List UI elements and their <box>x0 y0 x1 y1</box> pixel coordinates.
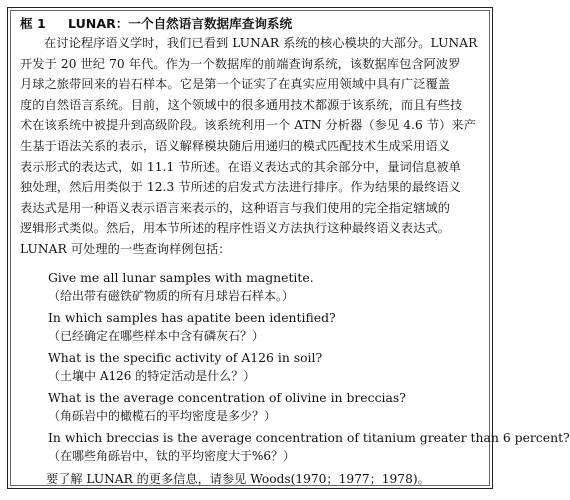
example-query: In which breccias is the average concentration of titanium greater than 6 percent? <box>48 429 570 445</box>
reference-note: 要了解 LUNAR 的更多信息，请参见 Woods(1970；1977；1978)。 <box>46 471 430 486</box>
paragraph-line: 开发于 20 世纪 70 年代。作为一个数据库的前端查询系统，该数据库包含阿波罗 <box>20 56 461 71</box>
paragraph-line: 独处理，然后用类似于 12.3 节所述的启发式方法进行排序。作为结果的最终语义 <box>20 180 461 195</box>
body-paragraph <box>20 33 480 260</box>
box-label: 框 1 <box>20 16 46 31</box>
paragraph-line: 度的自然语言系统。目前，这个领域中的很多通用技术都源于该系统，而且有些技 <box>20 97 463 112</box>
example-translation: （土壤中 A126 的特定活动是什么？） <box>48 368 256 383</box>
paragraph-line: 逻辑形式类似。然后，用本节所述的程序性语义方法执行这种最终语义表达式。 <box>20 221 451 236</box>
box-content <box>20 16 570 489</box>
paragraph-line: LUNAR 可处理的一些查询样例包括： <box>20 241 231 256</box>
example-query: What is the average concentration of olivine in breccias? <box>48 389 406 405</box>
example-query: In which samples has apatite been identified? <box>48 309 336 325</box>
example-translation: （已经确定在哪些样本中含有磷灰石？） <box>48 328 265 343</box>
example-translation: （给出带有磁铁矿物质的所有月球岩石样本。） <box>48 288 295 303</box>
query-examples <box>20 268 570 466</box>
paragraph-line: 月球之旅带回来的岩石样本。它是第一个证实了在真实应用领域中具有广泛覆盖 <box>20 77 451 92</box>
paragraph-line: 表达式是用一种语义表示语言来表示的，这种语言与我们使用的完全指定辖域的 <box>20 200 451 215</box>
box-heading <box>20 16 480 32</box>
paragraph-line: 在讨论程序语义学时，我们已看到 LUNAR 系统的核心模块的大部分。LUNAR <box>44 36 478 50</box>
paragraph-line: 生基于语法关系的表示，语义解释模块随后用递归的模式匹配技术生成采用语义 <box>20 138 451 153</box>
example-translation: （角砾岩中的橄榄石的平均密度是多少？） <box>48 408 277 423</box>
box-title: LUNAR：一个自然语言数据库查询系统 <box>68 16 293 31</box>
example-query: What is the specific activity of A126 in soil? <box>48 349 323 365</box>
paragraph-line: 术在该系统中被提升到高级阶段。该系统利用一个 ATN 分析器（参见 4.6 节）来产 <box>20 118 477 133</box>
paragraph-line: 表示形式的表达式，如 11.1 节所述。在语义表达式的其余部分中，量词信息被单 <box>20 159 461 174</box>
example-query: Give me all lunar samples with magnetite. <box>48 269 314 285</box>
example-translation: （在哪些角砾岩中，钛的平均密度大于%6？） <box>48 448 296 463</box>
